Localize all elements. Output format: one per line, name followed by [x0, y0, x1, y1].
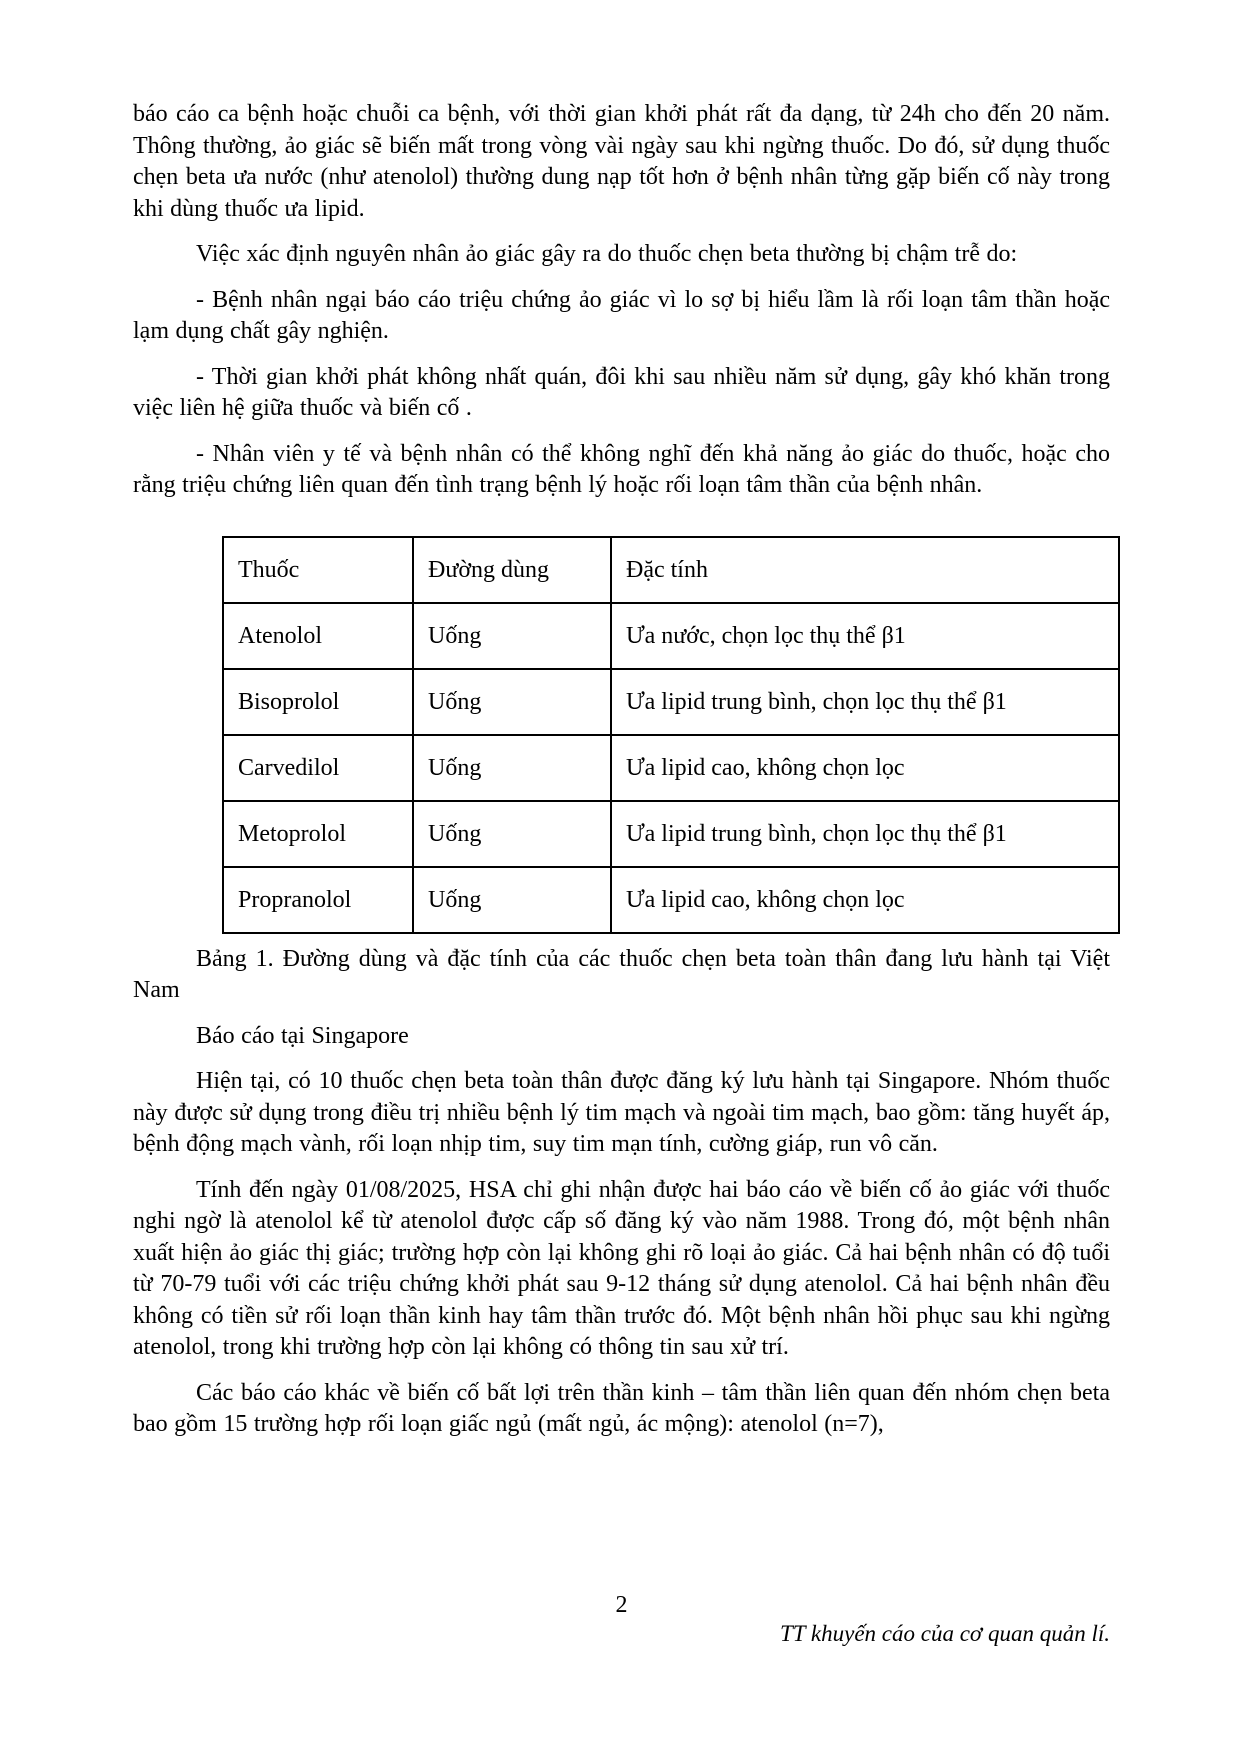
paragraph-continuation: báo cáo ca bệnh hoặc chuỗi ca bệnh, với thời gian khởi phát rất đa dạng, từ 24h cho đến 20 năm. Thông thường, ảo giác sẽ biến mất trong vòng vài ngày sau khi ngừng thuốc. Do đó, sử dụng thuốc chẹn beta ưa nước (như atenolol) thường dung nạp tốt hơn ở bệnh nhân từng gặp biến cố này trong khi dùng thuốc ưa lipid. — [133, 101, 1110, 222]
paragraph-bullet-staff-awareness: - Nhân viên y tế và bệnh nhân có thể không nghĩ đến khả năng ảo giác do thuốc, hoặc cho rằng triệu chứng liên quan đến tình trạng bệnh lý hoặc rối loạn tâm thần của bệnh nhân. — [133, 440, 1110, 498]
table-header-cell-property: Đặc tính — [611, 537, 1119, 603]
table-cell-drug: Carvedilol — [223, 735, 413, 801]
paragraph-hsa-reports: Tính đến ngày 01/08/2025, HSA chỉ ghi nhận được hai báo cáo về biến cố ảo giác với thuốc nghi ngờ là atenolol kể từ atenolol được cấp số đăng ký vào năm 1988. Trong đó, một bệnh nhân xuất hiện ảo giác thị giác; trường hợp còn lại không ghi rõ loại ảo giác. Cả hai bệnh nhân có độ tuổi từ 70-79 tuổi với các triệu chứng khởi phát sau 9-12 tháng sử dụng atenolol. Cả hai bệnh nhân đều không có tiền sử rối loạn thần kinh hay tâm thần trước đó. Một bệnh nhân hồi phục sau khi ngừng atenolol, trong khi trường hợp còn lại không có thông tin sau xử trí. — [133, 1176, 1110, 1360]
paragraph-bullet-patient-reluctance: - Bệnh nhân ngại báo cáo triệu chứng ảo giác vì lo sợ bị hiểu lầm là rối loạn tâm thần hoặc lạm dụng chất gây nghiện. — [133, 286, 1110, 344]
body-text — [133, 99, 1110, 1455]
table-cell-property: Ưa lipid trung bình, chọn lọc thụ thể β1 — [611, 801, 1119, 867]
table-row-bisoprolol — [223, 669, 1119, 735]
table-cell-property: Ưa lipid trung bình, chọn lọc thụ thể β1 — [611, 669, 1119, 735]
table-cell-route: Uống — [413, 603, 611, 669]
paragraph-delay-reasons-intro: Việc xác định nguyên nhân ảo giác gây ra do thuốc chẹn beta thường bị chậm trễ do: — [196, 241, 1018, 267]
table-cell-drug: Metoprolol — [223, 801, 413, 867]
table-header-cell-drug: Thuốc — [223, 537, 413, 603]
table-cell-drug: Atenolol — [223, 603, 413, 669]
table-cell-property: Ưa lipid cao, không chọn lọc — [611, 735, 1119, 801]
table-cell-route: Uống — [413, 669, 611, 735]
footer-note: TT khuyến cáo của cơ quan quản lí. — [780, 1621, 1110, 1646]
table-row-metoprolol — [223, 801, 1119, 867]
table-caption: Bảng 1. Đường dùng và đặc tính của các thuốc chẹn beta toàn thân đang lưu hành tại Việt Nam — [133, 945, 1110, 1003]
drug-table — [222, 536, 1120, 934]
paragraph-other-reports: Các báo cáo khác về biến cố bất lợi trên thần kinh – tâm thần liên quan đến nhóm chẹn beta bao gồm 15 trường hợp rối loạn giấc ngủ (mất ngủ, ác mộng): atenolol (n=7), — [133, 1379, 1110, 1437]
table-header-cell-route: Đường dùng — [413, 537, 611, 603]
section-heading-singapore: Báo cáo tại Singapore — [196, 1022, 409, 1049]
table-cell-property: Ưa nước, chọn lọc thụ thể β1 — [611, 603, 1119, 669]
page-number: 2 — [615, 1592, 628, 1618]
table-row-propranolol — [223, 867, 1119, 933]
table-cell-drug: Bisoprolol — [223, 669, 413, 735]
table-header-row — [223, 537, 1119, 603]
table-row-carvedilol — [223, 735, 1119, 801]
table-cell-route: Uống — [413, 735, 611, 801]
table-cell-drug: Propranolol — [223, 867, 413, 933]
table-cell-property: Ưa lipid cao, không chọn lọc — [611, 867, 1119, 933]
table-cell-route: Uống — [413, 801, 611, 867]
table-row-atenolol — [223, 603, 1119, 669]
paragraph-bullet-onset-inconsistent: - Thời gian khởi phát không nhất quán, đôi khi sau nhiều năm sử dụng, gây khó khăn trong việc liên hệ giữa thuốc và biến cố . — [133, 363, 1110, 421]
paragraph-singapore-overview: Hiện tại, có 10 thuốc chẹn beta toàn thân được đăng ký lưu hành tại Singapore. Nhóm thuốc này được sử dụng trong điều trị nhiều bệnh lý tim mạch và ngoài tim mạch, bao gồm: tăng huyết áp, bệnh động mạch vành, rối loạn nhịp tim, suy tim mạn tính, cường giáp, run vô căn. — [133, 1068, 1110, 1157]
table-cell-route: Uống — [413, 867, 611, 933]
